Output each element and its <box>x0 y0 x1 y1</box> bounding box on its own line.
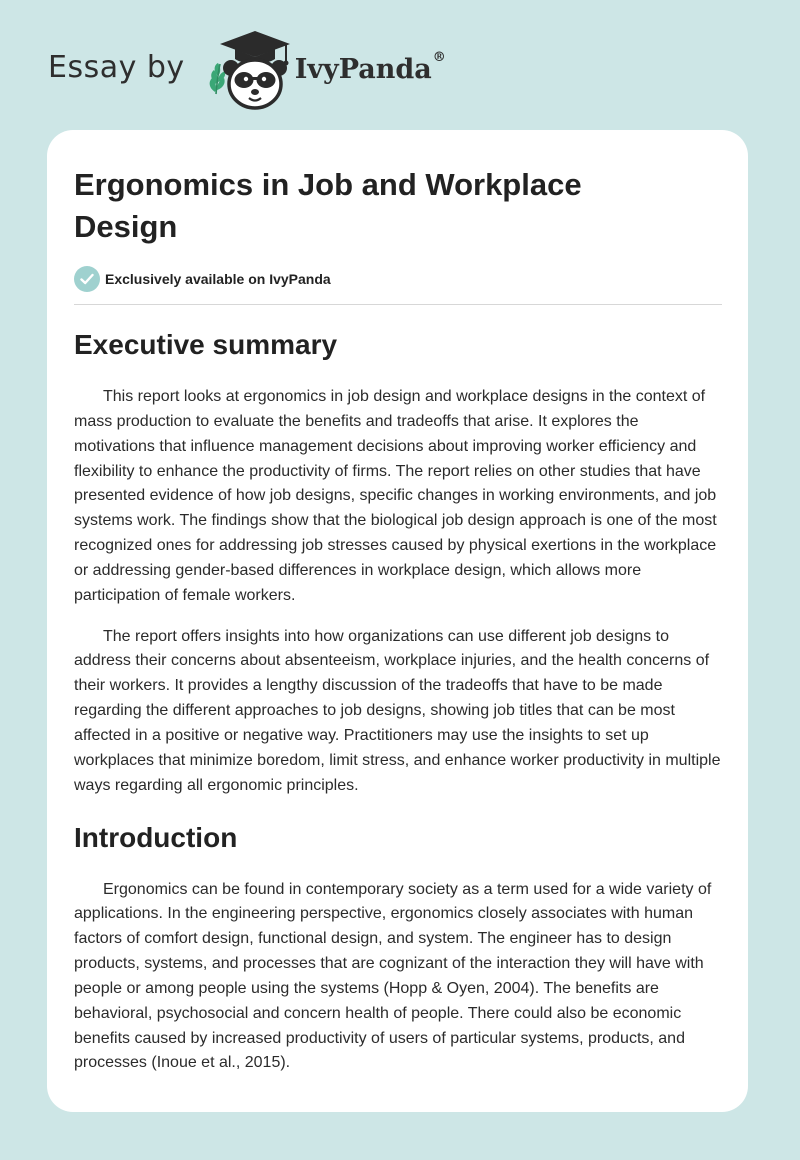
article-title: Ergonomics in Job and Workplace Design <box>74 167 582 244</box>
paragraph: This report looks at ergonomics in job design and workplace designs in the context of mass production to evaluate the benefits and tradeoffs that arise. It explores the motivations that influence management decisions about improving worker efficiency and flexibility to enhance the productivity of firms. The report relies on other studies that have presented evidence of how job designs, specific changes in working environments, and job systems work. The findings show that the biological job design approach is one of the most recognized ones for addressing job stresses caused by physical exertions in the workplace or addressing gender-based differences in workplace design, which allows more participation of female workers. <box>74 388 717 604</box>
brand-name <box>294 49 446 85</box>
checkmark-icon <box>74 266 100 292</box>
section-heading-executive-summary: Executive summary <box>74 329 338 360</box>
paragraph: The report offers insights into how organizations can use different job designs to address their concerns about absenteeism, workplace injuries, and the health concerns of their workers. It provides a lengthy discussion of the tradeoffs that have to be made regarding the different approaches to job designs, showing job titles that can be most affected in a positive or negative way. Practitioners may use the insights to set up workplaces that minimize boredom, limit stress, and enhance worker productivity in multiple ways regarding all ergonomic principles. <box>74 627 721 794</box>
paragraph: Ergonomics can be found in contemporary society as a term used for a wide variety of applications. In the engineering perspective, ergonomics closely associates with human factors of comfort design, functional design, and system. The engineer has to design products, systems, and processes that are cognizant of the interaction they will have with people or among people using the systems (Hopp & Oyen, 2004). The benefits are behavioral, psychosocial and concern health of people. There could also be economic benefits caused by increased productivity of users of particular systems, products, and processes (Inoue et al., 2015). <box>74 880 712 1072</box>
exclusive-badge-label: Exclusively available on IvyPanda <box>105 271 331 287</box>
section-heading-introduction: Introduction <box>74 821 238 853</box>
registered-mark: ® <box>432 49 446 65</box>
brand-name-text: IvyPanda <box>294 53 432 85</box>
article-card <box>47 130 748 1112</box>
site-logo[interactable] <box>48 28 446 112</box>
essay-by-label: Essay by <box>48 49 185 85</box>
title-divider <box>74 304 722 305</box>
panda-graduate-icon <box>199 28 293 112</box>
exclusive-badge <box>74 266 722 292</box>
